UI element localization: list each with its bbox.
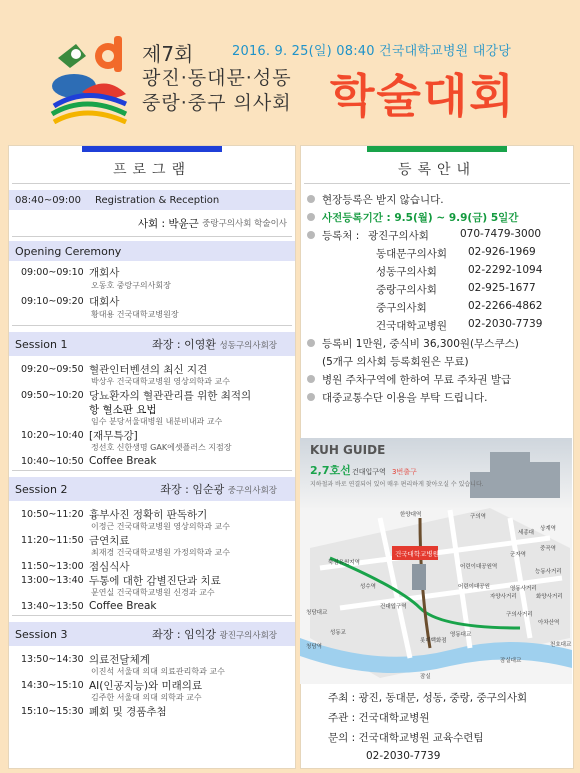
subway-station: 건대입구역 [352, 468, 386, 476]
map-label: 영동대교 [450, 632, 472, 638]
subway-exit: 3번출구 [392, 468, 417, 476]
registration-label: Registration & Reception [95, 194, 220, 206]
item-speaker: 박상우 건국대학교병원 영상의학과 교수 [91, 377, 231, 386]
map-label: 롯데백화점 [420, 638, 447, 644]
program-title: 프로그램 [112, 162, 192, 178]
program-item [21, 265, 295, 280]
item-time: 13:50~14:30 [21, 653, 84, 665]
program-item [21, 428, 295, 442]
item-time: 09:50~10:20 [21, 389, 84, 401]
contact-name: 중랑구의사회 [376, 284, 437, 296]
item-speaker: 정선호 신한생명 GAK에셋플러스 지점장 [91, 443, 232, 452]
contact-phone: 02-2266-4862 [468, 300, 543, 312]
map-label: 뚝섬유원지역 [328, 560, 360, 566]
parking-note: 병원 주차구역에 한하여 무료 주차권 발급 [307, 372, 567, 390]
contact-row [307, 264, 567, 282]
map-label: 화양사거리 [536, 594, 563, 600]
program-item [21, 388, 295, 402]
program-item [21, 573, 295, 587]
map-label: 중곡역 [540, 546, 556, 552]
item-title: 대회사 [89, 296, 120, 308]
bullet-icon [307, 231, 315, 239]
item-title-cont: 항 혈소판 요법 [89, 404, 157, 416]
program-item [21, 454, 295, 468]
session-band [9, 622, 295, 646]
registration-band [9, 190, 295, 210]
contact-list [307, 246, 567, 336]
contact-phone: 02-2292-1094 [468, 264, 543, 276]
contact-row [307, 318, 567, 336]
map-label: 한양대역 [400, 512, 422, 518]
opening-label: Opening Ceremony [15, 244, 122, 258]
map-label: 구의역 [470, 514, 486, 520]
session-label: Session 2 [15, 482, 68, 496]
program-item [21, 559, 295, 573]
item-title: [재무특강] [89, 429, 138, 442]
map-guide-title: KUH GUIDE [310, 443, 386, 457]
association-line-1: 광진·동대문·성동 [142, 67, 292, 89]
map-label: 잠실 [420, 674, 431, 680]
subway-line: 2,7호선 [310, 464, 351, 477]
item-speaker: 최재경 건국대학교병원 가정의학과 교수 [91, 548, 231, 557]
map-label: 건대입구역 [380, 604, 407, 610]
item-time: 09:00~09:10 [21, 267, 84, 278]
program-item [21, 507, 295, 521]
program-item [21, 362, 295, 376]
item-title: AI(인공지능)와 미래의료 [89, 679, 203, 692]
contact-phone: 02-926-1969 [468, 246, 536, 258]
session-chair: 좌장 : 임익강 광진구의사회장 [152, 628, 277, 641]
map-illustration [300, 438, 572, 684]
inquiry-phone: 02-2030-7739 [366, 750, 441, 762]
opening-list [9, 261, 295, 323]
item-speaker: 오동호 중랑구의사회장 [91, 281, 171, 290]
transit-note: 대중교통수단 이용을 부탁 드립니다. [307, 390, 567, 408]
bullet-icon [307, 393, 315, 401]
map-label: 어린이대공원 [458, 584, 490, 590]
session-chair: 좌장 : 임순광 중구의사회장 [160, 483, 277, 496]
association-line-2: 중랑·중구 의사회 [142, 92, 292, 114]
item-title: 당뇨환자의 혈관관리를 위한 최적의 [89, 389, 252, 402]
contact-row [307, 300, 567, 318]
item-time: 14:30~15:10 [21, 679, 84, 691]
contact-name: 중구의사회 [376, 302, 427, 314]
bullet-icon [307, 339, 315, 347]
pre-registration: 사전등록기간 : 9.5(월) ~ 9.9(금) 5일간 [307, 210, 567, 228]
item-speaker: 김주한 서울대 의대 의학과 교수 [91, 693, 202, 702]
sessions [9, 326, 295, 720]
item-time: 10:50~11:20 [21, 508, 84, 520]
program-panel [8, 145, 296, 769]
event-date-venue: 2016. 9. 25(일) 08:40 건국대학교병원 대강당 [232, 44, 511, 59]
item-time: 10:40~10:50 [21, 455, 84, 467]
contact-name: 광진구의사회 [368, 230, 429, 242]
contact-name: 건국대학교병원 [376, 320, 448, 332]
map-label: 천호대교 [550, 642, 572, 648]
program-item [21, 294, 295, 309]
contacts: 등록처 : 광진구의사회 070-7479-3000 [307, 228, 567, 246]
onsite-note: 현장등록은 받지 않습니다. [307, 192, 567, 210]
item-title: 개회사 [89, 267, 120, 279]
session-label: Session 3 [15, 627, 68, 641]
item-time: 09:10~09:20 [21, 296, 84, 307]
session-chair: 좌장 : 이영환 성동구의사회장 [152, 338, 277, 351]
bullet-icon [307, 195, 315, 203]
item-speaker: 이진석 서울대 의대 의료관리학과 교수 [91, 667, 225, 676]
item-speaker: 황대용 건국대학교병원장 [91, 310, 179, 319]
map-label: 청담대교 [306, 610, 328, 616]
program-item [21, 704, 295, 718]
item-title: Coffee Break [89, 600, 157, 612]
registration-info [301, 184, 573, 408]
map-description: 지하철과 바로 연결되어 있어 매우 편리하게 찾아오실 수 있습니다. [310, 481, 484, 488]
event-title: 학술대회 [330, 69, 516, 123]
map-label: 아차산역 [538, 620, 560, 626]
map-label: 상계역 [540, 526, 556, 532]
contact-row [307, 282, 567, 300]
map-label: 성수역 [360, 584, 376, 590]
program-item [21, 652, 295, 666]
map-label: 자양사거리 [490, 594, 517, 600]
session-items [9, 646, 295, 720]
item-time: 11:50~13:00 [21, 560, 84, 572]
item-title: 금연치료 [89, 534, 130, 547]
item-title: 혈관인터벤션의 최신 지견 [89, 363, 208, 376]
item-title: Coffee Break [89, 455, 157, 467]
contact-row [307, 246, 567, 264]
item-speaker: 임수 분당서울대병원 내분비내과 교수 [91, 417, 223, 426]
item-title: 흉부사진 정확히 판독하기 [89, 508, 208, 521]
registration-time: 08:40~09:00 [15, 194, 82, 206]
map-label: 구의사거리 [506, 612, 533, 618]
contact-name: 성동구의사회 [376, 266, 437, 278]
item-speaker: 문연실 건국대학교병원 신경과 교수 [91, 588, 215, 597]
item-title: 폐회 및 경품추첨 [89, 705, 167, 718]
item-speaker: 이정근 건국대학교병원 영상의학과 교수 [91, 522, 231, 531]
map-label: 청담역 [306, 644, 322, 650]
contact-phone: 02-2030-7739 [468, 318, 543, 330]
registration-title: 등록안내 [397, 162, 477, 178]
item-time: 11:20~11:50 [21, 534, 84, 546]
hospital-label: 건국대학교병원 [395, 550, 439, 558]
item-time: 13:40~13:50 [21, 600, 84, 612]
map-label: 세종대 [518, 530, 534, 536]
item-title: 점심식사 [89, 560, 130, 573]
item-time: 13:00~13:40 [21, 574, 84, 586]
fee: 등록비 1만원, 중식비 36,300원(무스쿠스) [307, 336, 567, 354]
map-label: 영동사거리 [510, 586, 537, 592]
moderator: 사회 : 박윤근 중랑구의사회 학술이사 [137, 217, 287, 230]
map-label: 어린이대공원역 [460, 564, 498, 570]
item-time: 09:20~09:50 [21, 363, 84, 375]
hospital-building-icon [412, 564, 426, 590]
fee-note: (5개구 의사회 등록회원은 무료) [322, 356, 469, 368]
opening-band [9, 241, 295, 261]
program-item [21, 599, 295, 613]
item-time: 10:20~10:40 [21, 429, 84, 441]
map-label: 군자역 [510, 552, 526, 558]
session-items [9, 356, 295, 470]
inquiry: 문의 : 건국대학교병원 교육수련팀 [328, 732, 484, 744]
program-item [21, 678, 295, 692]
organizer: 주관 : 건국대학교병원 [328, 712, 430, 724]
association-logo [46, 34, 130, 124]
contact-name: 동대문구의사회 [376, 248, 448, 260]
item-title: 두통에 대한 감별진단과 치료 [89, 574, 221, 587]
bullet-icon [307, 213, 315, 221]
contact-phone: 070-7479-3000 [460, 228, 542, 240]
program-item [21, 533, 295, 547]
contact-phone: 02-925-1677 [468, 282, 536, 294]
host: 주최 : 광진, 동대문, 성동, 중랑, 중구의사회 [328, 692, 528, 704]
location-map [300, 438, 572, 684]
item-time: 15:10~15:30 [21, 705, 84, 717]
session-label: Session 1 [15, 337, 68, 351]
edition: 제7회 [142, 42, 194, 66]
map-label: 성동교 [330, 630, 346, 636]
map-label: 능동사거리 [535, 569, 562, 575]
bullet-icon [307, 375, 315, 383]
map-label: 잠실대교 [500, 658, 522, 664]
session-items [9, 501, 295, 615]
session-band [9, 477, 295, 501]
session-band [9, 332, 295, 356]
item-title: 의료전달체계 [89, 653, 150, 666]
